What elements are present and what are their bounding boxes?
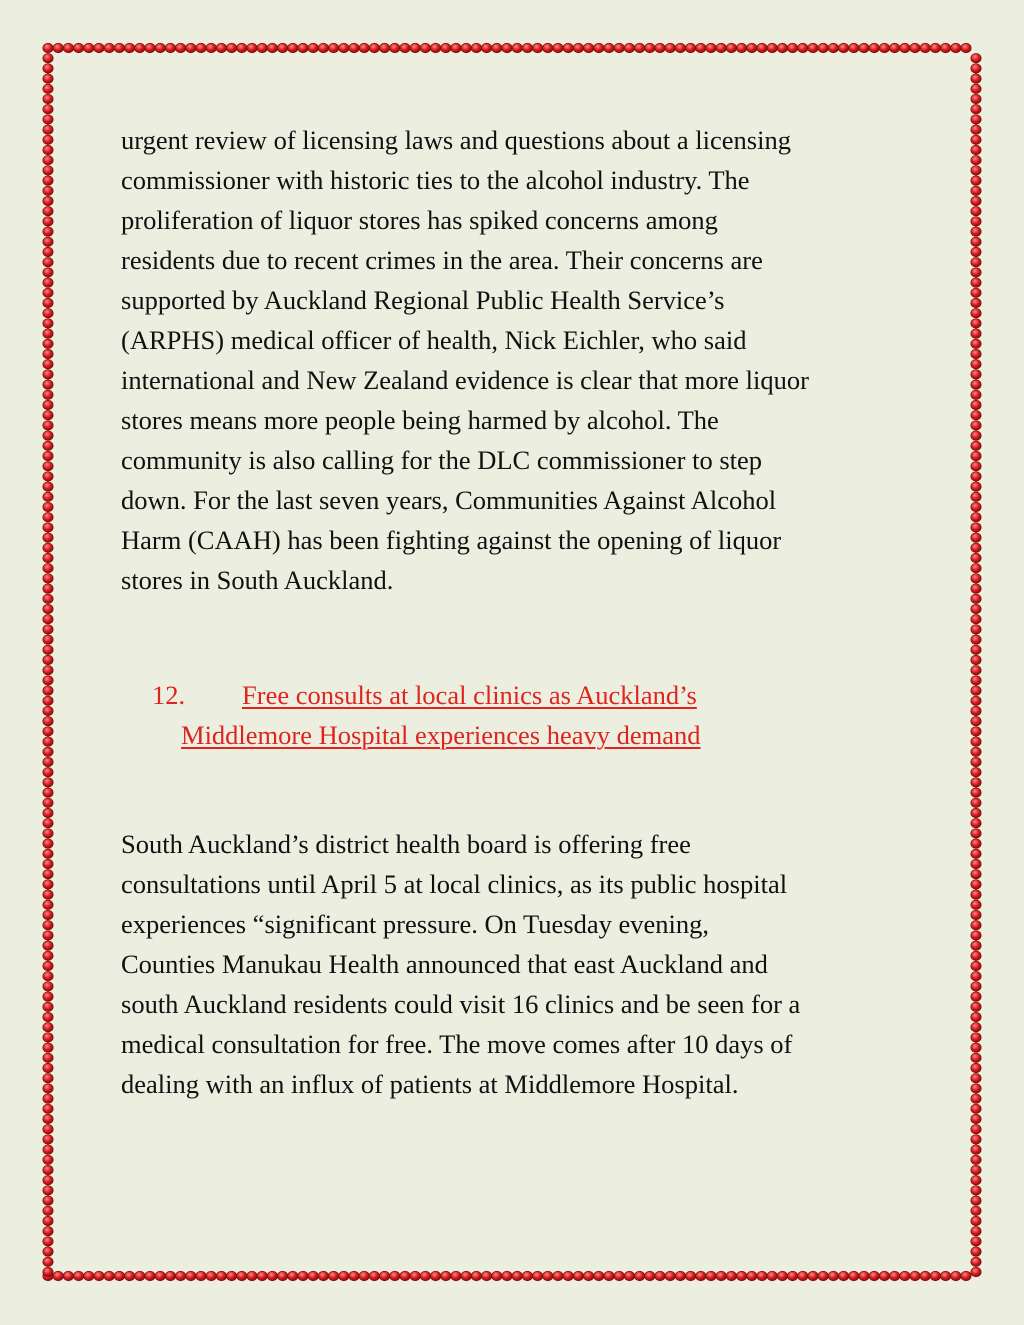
heading-link[interactable]: Free consults at local clinics as Auckland’s: [242, 680, 697, 710]
body-paragraph: urgent review of licensing laws and questions about a licensing commissioner with historic ties to the alcohol industry. The proliferation of liquor stores has spiked concerns among residents due to recent crimes in the area. Their concerns are supported by Auckland Regional Public Health Service’s (ARPHS) medical officer of health, Nick Eichler, who said international and New Zealand evidence is clear that more liquor stores means more people being harmed by alcohol. The community is also calling for the DLC commissioner to step down. For the last seven years, Communities Against Alcohol Harm (CAAH) has been fighting against the opening of liquor stores in South Auckland.: [121, 125, 809, 595]
body-paragraph: South Auckland’s district health board is offering free consultations until April 5 at local clinics, as its public hospital experiences “significant pressure. On Tuesday evening, Counties Manukau Health announced that east Auckland and south Auckland residents could visit 16 clinics and be seen for a medical consultation for free. The move comes after 10 days of dealing with an influx of patients at Middlemore Hospital.: [121, 829, 801, 1099]
heading-link-continued[interactable]: Middlemore Hospital experiences heavy demand: [181, 720, 701, 750]
section-number: 12.: [152, 680, 186, 710]
section-heading: [152, 675, 872, 755]
